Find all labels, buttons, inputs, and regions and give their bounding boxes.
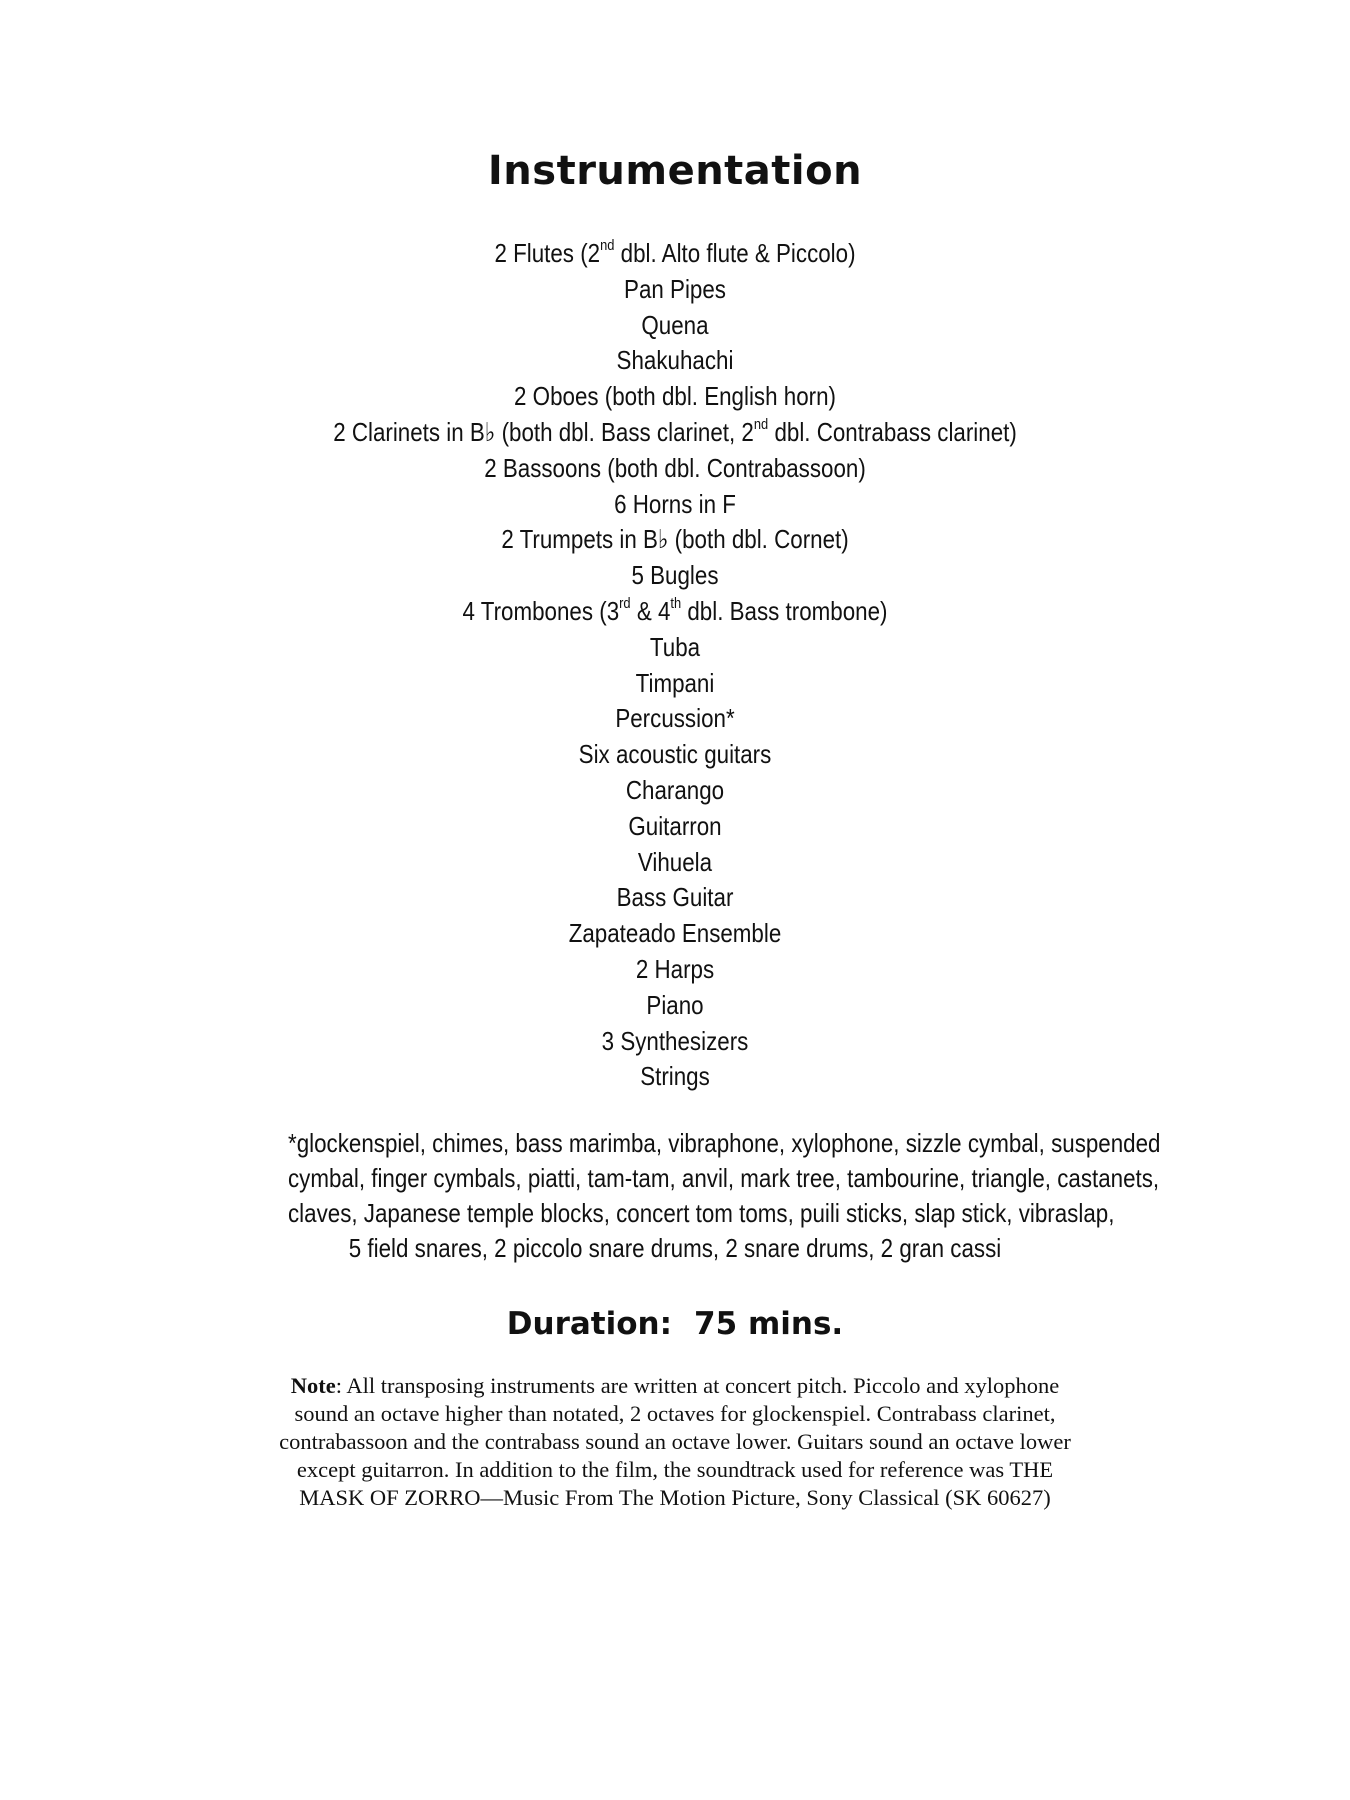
instrument-tuba: Tuba — [649, 631, 701, 662]
instrument-bugles: 5 Bugles — [631, 560, 719, 591]
instrument-oboes: 2 Oboes (both dbl. English horn) — [514, 381, 836, 412]
instrument-list — [0, 236, 1350, 1095]
instrument-quena: Quena — [641, 309, 709, 340]
instrument-charango: Charango — [625, 774, 725, 805]
instrument-vihuela: Vihuela — [637, 846, 713, 877]
instrument-piano: Piano — [646, 989, 704, 1020]
percussion-footnote-line: claves, Japanese temple blocks, concert tom toms, puili sticks, slap stick, vibraslap, — [288, 1198, 1115, 1228]
page-title: Instrumentation — [487, 148, 863, 194]
instrument-timpani: Timpani — [635, 667, 715, 698]
percussion-footnote-line: 5 field snares, 2 piccolo snare drums, 2 snare drums, 2 gran cassi — [348, 1233, 1002, 1263]
instrument-guitarron: Guitarron — [628, 810, 722, 841]
instrument-trombones: 4 Trombones (3rd & 4th dbl. Bass trombone) — [462, 594, 888, 626]
note-line: MASK OF ZORRO—Music From The Motion Picture, Sony Classical (SK 60627) — [299, 1485, 1051, 1510]
note-line: contrabassoon and the contrabass sound an octave lower. Guitars sound an octave lower — [279, 1429, 1071, 1454]
instrument-shakuhachi: Shakuhachi — [616, 345, 734, 376]
note-line: except guitarron. In addition to the film, the soundtrack used for reference was THE — [296, 1457, 1054, 1482]
percussion-footnote — [225, 1126, 1161, 1266]
instrument-zapateado: Zapateado Ensemble — [568, 918, 782, 949]
percussion-footnote-line: *glockenspiel, chimes, bass marimba, vibraphone, xylophone, sizzle cymbal, suspended — [288, 1128, 1161, 1158]
note-line: sound an octave higher than notated, 2 octaves for glockenspiel. Contrabass clarinet, — [294, 1401, 1056, 1426]
instrument-strings: Strings — [640, 1061, 710, 1092]
duration-label: Duration: — [506, 1306, 673, 1342]
instrument-bass-guitar: Bass Guitar — [616, 882, 734, 913]
instrument-acoustic-guitars: Six acoustic guitars — [578, 739, 772, 770]
instrument-percussion: Percussion* — [615, 703, 735, 734]
transposition-note — [200, 1372, 1150, 1512]
instrument-pan-pipes: Pan Pipes — [624, 273, 726, 304]
instrument-clarinets: 2 Clarinets in B♭ (both dbl. Bass clarinet, 2nd dbl. Contrabass clarinet) — [333, 415, 1017, 447]
duration-value: 75 mins. — [694, 1306, 844, 1342]
instrument-horns: 6 Horns in F — [614, 488, 736, 519]
instrument-flutes: 2 Flutes (2nd dbl. Alto flute & Piccolo) — [494, 237, 856, 268]
instrument-trumpets: 2 Trumpets in B♭ (both dbl. Cornet) — [501, 524, 849, 555]
duration-heading — [0, 1306, 1350, 1342]
instrument-bassoons: 2 Bassoons (both dbl. Contrabassoon) — [484, 452, 866, 483]
note-lead: Note — [290, 1373, 336, 1398]
instrument-synthesizers: 3 Synthesizers — [601, 1025, 749, 1056]
note-line: Note: All transposing instruments are written at concert pitch. Piccolo and xylophone — [290, 1373, 1060, 1398]
percussion-footnote-line: cymbal, finger cymbals, piatti, tam-tam, anvil, mark tree, tambourine, triangle, castanets, — [288, 1163, 1160, 1193]
instrument-harps: 2 Harps — [635, 953, 715, 984]
